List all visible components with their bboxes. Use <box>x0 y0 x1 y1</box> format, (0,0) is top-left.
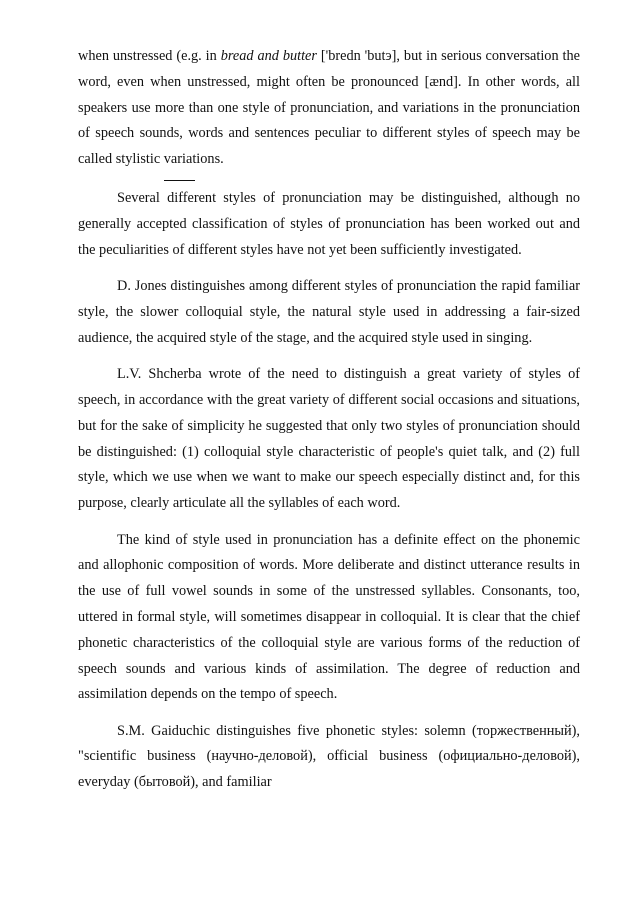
document-page <box>78 44 580 807</box>
italic-example: bread and butter <box>220 48 317 64</box>
paragraph-text: when unstressed (e.g. in <box>78 48 221 64</box>
paragraph-gaiduchic: S.M. Gaiduchic distinguishes five phonetic styles: solemn (торжественный), "scientific business (научно-деловой), official business (официально-деловой), everyday (бытовой), and familiar <box>78 722 580 791</box>
paragraph-shcherba: L.V. Shcherba wrote of the need to distinguish a great variety of styles of speech, in accordance with the great variety of different social occasions and situations, but for the sake of simplicity he suggested that only two styles of pronunciation should be distinguished: (1) colloquial style characteristic of people's quiet talk, and (2) full style, which we use when we want to make our speech especially distinct and, for this purpose, clearly articulate all the syllables of each word. <box>78 366 580 512</box>
paragraph-styles-distinguished: Several different styles of pronunciation may be distinguished, although no generally accepted classification of styles of pronunciation has been worked out and the peculiarities of different styles have not yet been sufficiently investigated. <box>78 190 580 259</box>
short-rule-divider <box>164 180 195 181</box>
paragraph-d-jones: D. Jones distinguishes among different styles of pronunciation the rapid familiar style, the slower colloquial style, the natural style used in addressing a fair-sized audience, the acquired style of the stage, and the acquired style used in singing. <box>78 278 580 346</box>
paragraph-stylistic-variations <box>78 44 580 173</box>
paragraph-style-effect: The kind of style used in pronunciation has a definite effect on the phonemic and allophonic composition of words. More deliberate and distinct utterance results in the use of full vowel sounds in some of the unstressed syllables. Consonants, too, uttered in formal style, will sometimes disappear in colloquial. It is clear that the chief phonetic characteristics of the colloquial style are various forms of the reduction of speech sounds and various kinds of assimilation. The degree of reduction and assimilation depends on the tempo of speech. <box>78 531 580 703</box>
paragraph-text: ['bredn 'butэ], but in serious conversation the word, even when unstressed, might often be pronounced [ænd]. In other words, all speakers use more than one style of pronunciation, and variations in the pronunciation of speech sounds, words and sentences peculiar to different styles of speech may be called stylistic variations. <box>78 48 580 168</box>
